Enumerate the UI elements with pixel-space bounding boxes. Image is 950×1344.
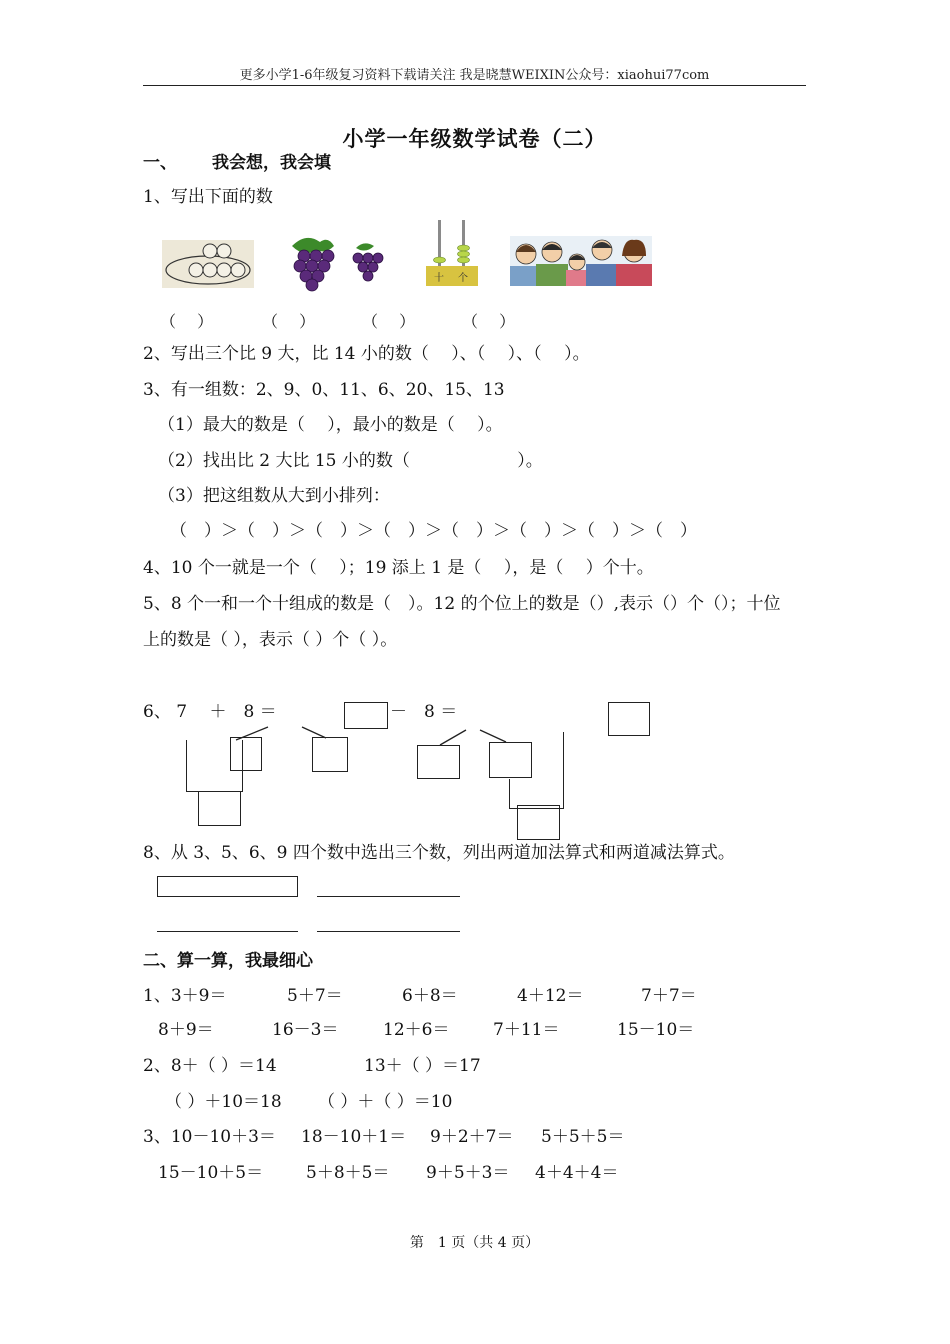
page-footer: 第 1 页（共 4 页） bbox=[409, 1235, 540, 1251]
section2-heading: 二、算一算，我最细心 bbox=[143, 951, 313, 971]
q8-answer-line-3[interactable] bbox=[157, 931, 298, 932]
q3-sequence: （ ）＞（ ）＞（ ）＞（ ）＞（ ）＞（ ）＞（ ）＞（ ） bbox=[170, 521, 697, 541]
q1-text: 1、写出下面的数 bbox=[143, 187, 273, 207]
section1-num: 一、 bbox=[143, 153, 177, 173]
calc-item: 7＋7＝ bbox=[641, 986, 697, 1006]
calc-item: （ ）＋10＝18 bbox=[165, 1092, 282, 1112]
section1-heading: 我会想，我会填 bbox=[212, 153, 331, 173]
q3-3-text: （3）把这组数从大到小排列： bbox=[158, 486, 390, 506]
abacus-ones-label: 个 bbox=[458, 273, 468, 284]
calc-item: 2、8＋（ ）＝14 bbox=[143, 1056, 277, 1076]
page-header: 更多小学1-6年级复习资料下载请关注 我是晓慧WEIXIN公众号：xiaohui77com bbox=[239, 68, 710, 83]
q8-answer-line-4[interactable] bbox=[317, 931, 460, 932]
calc-item: 8＋9＝ bbox=[158, 1020, 214, 1040]
q6-left-equation: 6、 7 ＋ 8 ＝ bbox=[143, 702, 277, 722]
calc-item: 16－3＝ bbox=[272, 1020, 339, 1040]
q3-text: 3、有一组数：2、9、0、11、6、20、15、13 bbox=[143, 380, 505, 400]
calc-item: 7＋11＝ bbox=[493, 1020, 560, 1040]
calc-item: 6＋8＝ bbox=[402, 986, 458, 1006]
calc-item: 9＋5＋3＝ bbox=[426, 1163, 510, 1183]
calc-item: 5＋5＋5＝ bbox=[541, 1127, 625, 1147]
calc-item: 15－10＋5＝ bbox=[158, 1163, 264, 1183]
q1-paren-4[interactable]: （ ） bbox=[462, 312, 516, 331]
abacus-tens-label: 十 bbox=[434, 273, 444, 284]
q8-text: 8、从 3、5、6、9 四个数中选出三个数，列出两道加法算式和两道减法算式。 bbox=[143, 843, 735, 863]
calc-item: 5＋8＋5＝ bbox=[306, 1163, 390, 1183]
q8-answer-line-1[interactable] bbox=[157, 876, 298, 897]
calc-item: 13＋（ ）＝17 bbox=[364, 1056, 481, 1076]
calc-item: 1、3＋9＝ bbox=[143, 986, 227, 1006]
q1-paren-3[interactable]: （ ） bbox=[362, 312, 416, 331]
calc-item: 15－10＝ bbox=[617, 1020, 695, 1040]
q3-2-text: （2）找出比 2 大比 15 小的数（ ）。 bbox=[158, 451, 543, 471]
calc-item: 12＋6＝ bbox=[383, 1020, 450, 1040]
q5-text-line1: 5、8 个一和一个十组成的数是（ ）。12 的个位上的数是（）,表示（）个（）；十位 bbox=[143, 594, 781, 614]
page-title: 小学一年级数学试卷（二） bbox=[342, 126, 607, 151]
calc-item: 4＋12＝ bbox=[517, 986, 584, 1006]
q6-right-equation: － 8 ＝ bbox=[390, 702, 458, 722]
q8-answer-line-2[interactable] bbox=[317, 896, 460, 897]
calc-item: （ ）＋（ ）＝10 bbox=[318, 1092, 453, 1112]
calc-item: 3、10－10＋3＝ bbox=[143, 1127, 276, 1147]
calc-item: 5＋7＝ bbox=[287, 986, 343, 1006]
q1-paren-1[interactable]: （ ） bbox=[160, 312, 214, 331]
calc-item: 18－10＋1＝ bbox=[301, 1127, 407, 1147]
calc-item: 4＋4＋4＝ bbox=[535, 1163, 619, 1183]
q5-text-line2: 上的数是（ ），表示（ ）个（ ）。 bbox=[143, 630, 398, 650]
q3-1-text: （1）最大的数是（ ），最小的数是（ ）。 bbox=[158, 415, 503, 435]
q1-paren-2[interactable]: （ ） bbox=[262, 312, 316, 331]
q4-text: 4、10 个一就是一个（ ）；19 添上 1 是（ ），是（ ）个十。 bbox=[143, 558, 654, 578]
q2-text: 2、写出三个比 9 大，比 14 小的数（ ）、（ ）、（ ）。 bbox=[143, 344, 590, 364]
calc-item: 9＋2＋7＝ bbox=[430, 1127, 514, 1147]
